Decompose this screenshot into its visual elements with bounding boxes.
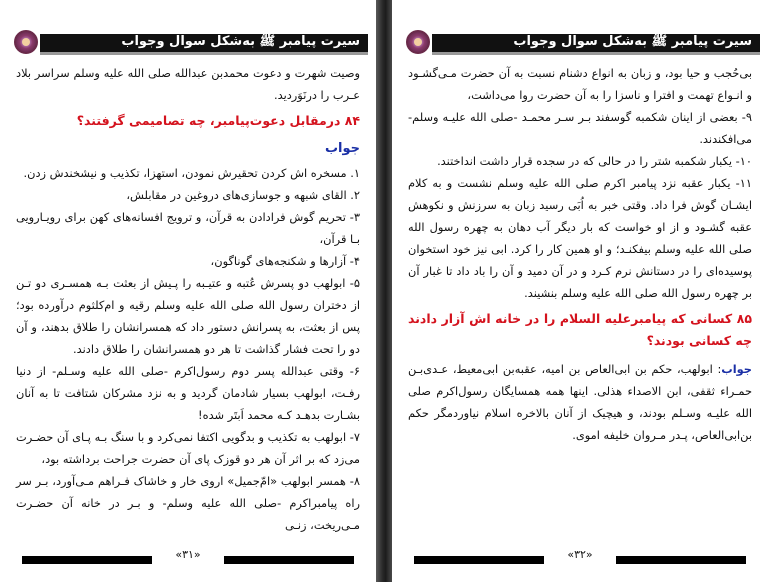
- header-bar: [40, 34, 368, 55]
- book-spine: [376, 0, 392, 582]
- header-title: سیرت پیامبر ﷺ به‌شکل سوال وجواب: [513, 34, 752, 49]
- list-item: ۱. مسخره اش کردن تحقیرش نمودن، استهزا، تکذیب و نیشخندش زدن.: [23, 166, 360, 180]
- question-heading: ۸۵ کسانی که پیامبرعلیه السلام را در خانه اش آزار دادند چه کسانی بودند؟: [408, 311, 752, 348]
- list-item: ۵- ابولهب دو پسرش عُتبه و عتیـبه را پـیش از بعثت بـه همسـری دو تـن از دختران رسول الله صلی الله علیه وسلم رقیه و ام‌کلثوم درآورده بود؛ پس از بعثت، به پسرانش دستور داد که همسرانشان را طلاق بدهند، و آن دو را تحت فشار گذاشت تا هر دو همسرانشان را طلاق دادند.: [16, 276, 360, 356]
- list-item: ۸- همسر ابولهب «امّ‌جمیل» اروی خار و خاشاک فـراهم مـی‌آورد، بـر سر راه پیامبراکرم -صلی الله علیه وسلم- و بـر در خانه آن حضـرت مـی‌ریخت، زنـی: [16, 474, 360, 532]
- list-item: ۱۱- یکبار عقبه نزد پیامبر اکرم صلی الله علیه وسلم نشست و به کلام ایشـان گوش فرا داد. وقتی خبر به اُبَی رسید زبان به سرزنش و نکوهش عقبه گشـود و از او خواست که بار دیگر آب دهان به چهره رسول الله صلی الله علیه وسلم بیفکنـد؛ و او همین کار را کرد. ابی نیز خود استخوان پوسیده‌ای را در دستانش نرم کـرد و در آن دمید و آن را باد داد تا غبار آن بر چهره رسول الله صلی الله علیه وسلم بنشیند.: [408, 176, 752, 300]
- header-title: سیرت پیامبر ﷺ به‌شکل سوال وجواب: [121, 34, 360, 49]
- page-32: [392, 0, 768, 582]
- list-item: ۲. القای شبهه و جوسازی‌های دروغین در مقابلش،: [126, 188, 360, 202]
- list-item: ۹- بعضی از اینان شکمبه گوسفند بـر سـر محمـد -صلی الله علیـه وسلم- می‌افکندند.: [408, 110, 752, 146]
- running-header: [14, 30, 368, 56]
- answer-label: جواب: [721, 362, 752, 376]
- paragraph: وصیت شهرت و دعوت محمدبن عبدالله صلی الله علیه وسلم سراسر بلاد عـرب را درنَوَردید.: [16, 66, 360, 102]
- list-item: ۳- تحریم گوش فرادادن به قرآن، و ترویج افسانه‌های کهن برای رویـارویی بـا قرآن،: [16, 210, 360, 246]
- list-item: ۷- ابولهب به تکذیب و بدگویی اکتفا نمی‌کرد و با سنگ بـه پـای آن حضـرت می‌زد که بر اثر آن هر دو قوزک پای آن حضرت جراحت برداشته بود،: [16, 430, 360, 466]
- answer-text: ابولهب، حکم بن ابی‌العاص بن امیه، عقبه‌بن ابی‌معیط، عـدی‌بـن حمـراء ثقفی، ابن الاصداء هذلی. اینها همه همسایگان رسول‌اکرم صلی الله علیـه وسـلم بودند، و هیچیک از آنان بالاخره اسلام نیاوردمگر حکم بن‌ابی‌العاص، پـدر مـروان خلیفه اموی.: [408, 362, 752, 442]
- page-number: «۳۲»: [567, 548, 593, 561]
- page-footer: [414, 548, 746, 564]
- page-body: [16, 62, 360, 536]
- paragraph: بی‌حُجب و حیا بود، و زبان به انواع دشنام نسبت به آن حضرت مـی‌گشـود و انـواع تهمت و افترا و ناسزا را به آن حضرت روا می‌داشت،: [408, 66, 752, 102]
- list-item: ۴- آزارها و شکنجه‌های گوناگون،: [210, 254, 360, 268]
- footer-bar: [616, 556, 746, 564]
- header-bar: [432, 34, 760, 55]
- answer-label: جواب: [324, 141, 360, 156]
- emblem-icon: [14, 30, 38, 54]
- page-31: [0, 0, 376, 582]
- page-footer: [22, 548, 354, 564]
- footer-bar: [224, 556, 354, 564]
- page-body: [408, 62, 752, 446]
- page-number: «۳۱»: [175, 548, 201, 561]
- question-heading: ۸۴ درمقابل دعوت‌پیامبر، چه تصامیمی گرفتند؟: [76, 113, 360, 128]
- list-item: ۱۰- یکبار شکمبه شتر را در حالی که در سجده قرار داشت انداختند.: [437, 154, 752, 168]
- running-header: [406, 30, 760, 56]
- answer-paragraph: جواب: ابولهب، حکم بن ابی‌العاص بن امیه، عقبه‌بن ابی‌معیط، عـدی‌بـن حمـراء ثقفی، ابن الاصداء هذلی. اینها همه همسایگان رسول‌اکرم صلی الله علیـه وسـلم بودند، و هیچیک از آنان بالاخره اسلام نیاوردمگر حکم بن‌ابی‌العاص، پـدر مـروان خلیفه اموی.: [408, 362, 752, 442]
- list-item: ۶- وقتی عبدالله پسر دوم رسول‌اکرم -صلی الله علیه وسـلم- از دنیا رفـت، ابولهب بسیار شادمان گردید و به نزد مشرکان شتافت تا به آنان بشـارت بدهـد کـه محمد اَبتَر شده!: [16, 364, 360, 422]
- emblem-icon: [406, 30, 430, 54]
